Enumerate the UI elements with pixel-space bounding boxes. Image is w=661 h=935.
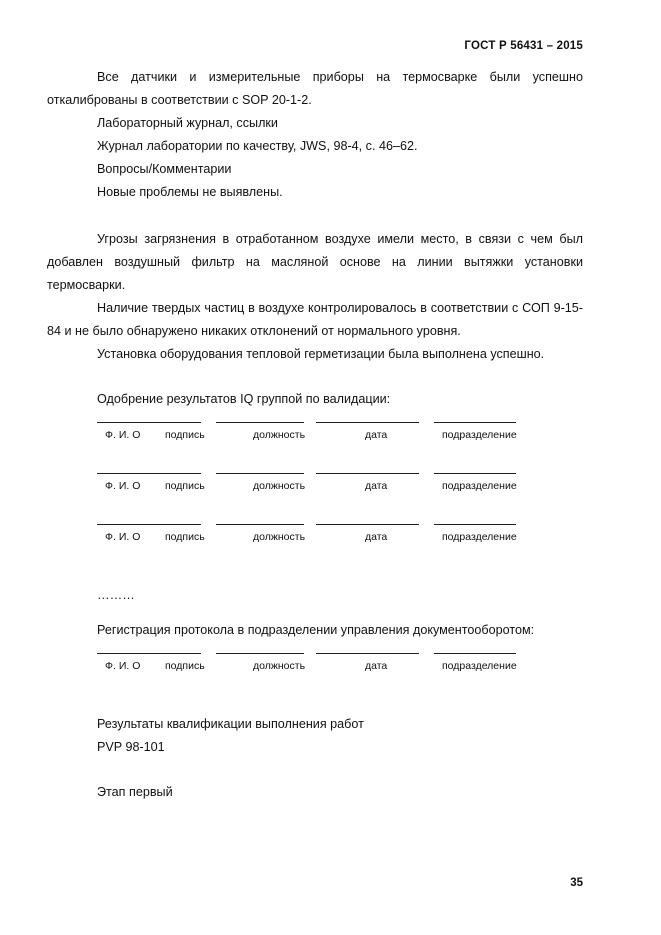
page-number: 35 bbox=[570, 877, 583, 889]
label-date: дата bbox=[365, 429, 388, 441]
document-header: ГОСТ Р 56431 – 2015 bbox=[464, 40, 583, 52]
label-name: Ф. И. О bbox=[105, 429, 141, 441]
ellipsis: ……… bbox=[97, 588, 135, 602]
signature-line-date bbox=[434, 422, 516, 423]
label-date: дата bbox=[365, 531, 388, 543]
label-date: дата bbox=[365, 660, 388, 672]
paragraph-lab-journal-heading: Лабораторный журнал, ссылки bbox=[97, 116, 278, 130]
label-signature: подпись bbox=[165, 480, 205, 492]
signature-row bbox=[97, 411, 583, 462]
signature-line-name bbox=[97, 422, 201, 423]
results-code: PVP 98-101 bbox=[97, 740, 165, 754]
registration-title: Регистрация протокола в подразделении управления документооборотом: bbox=[97, 623, 535, 637]
signature-line-name bbox=[97, 653, 201, 654]
label-department: подразделение bbox=[442, 660, 517, 672]
paragraph-particles: Наличие твердых частиц в воздухе контролировалось в соответствии с СОП 9-15-84 и не было обнаружено никаких отклонений от нормального уровня. bbox=[47, 301, 583, 338]
paragraph-questions-heading: Вопросы/Комментарии bbox=[97, 162, 232, 176]
label-department: подразделение bbox=[442, 480, 517, 492]
signature-line-position bbox=[316, 422, 419, 423]
paragraph-contamination: Угрозы загрязнения в отработанном воздухе имели место, в связи с чем был добавлен воздушный фильтр на масляной основе на линии вытяжки установки термосварки. bbox=[47, 232, 583, 292]
paragraph-installation: Установка оборудования тепловой герметизации была выполнена успешно. bbox=[97, 347, 545, 361]
signature-row bbox=[97, 513, 583, 564]
signature-line-date bbox=[434, 653, 516, 654]
signature-line-signature bbox=[216, 524, 304, 525]
label-department: подразделение bbox=[442, 429, 517, 441]
label-position: должность bbox=[253, 531, 306, 543]
signature-line-position bbox=[316, 524, 419, 525]
paragraph-lab-journal-ref: Журнал лаборатории по качеству, JWS, 98-4, с. 46–62. bbox=[97, 139, 418, 153]
signature-line-date bbox=[434, 524, 516, 525]
signature-row bbox=[97, 642, 583, 693]
signature-row bbox=[97, 462, 583, 513]
stage-title: Этап первый bbox=[97, 785, 173, 799]
label-name: Ф. И. О bbox=[105, 660, 141, 672]
paragraph-calibration: Все датчики и измерительные приборы на термосварке были успешно откалиброваны в соответствии с SOP 20-1-2. bbox=[47, 70, 583, 107]
label-position: должность bbox=[253, 429, 306, 441]
label-date: дата bbox=[365, 480, 388, 492]
label-department: подразделение bbox=[442, 531, 517, 543]
label-position: должность bbox=[253, 480, 306, 492]
signature-line-position bbox=[316, 473, 419, 474]
label-name: Ф. И. О bbox=[105, 480, 141, 492]
label-signature: подпись bbox=[165, 660, 205, 672]
label-signature: подпись bbox=[165, 429, 205, 441]
signature-line-date bbox=[434, 473, 516, 474]
signature-line-signature bbox=[216, 473, 304, 474]
signature-line-signature bbox=[216, 422, 304, 423]
signature-line-name bbox=[97, 473, 201, 474]
label-signature: подпись bbox=[165, 531, 205, 543]
label-name: Ф. И. О bbox=[105, 531, 141, 543]
signature-line-position bbox=[316, 653, 419, 654]
label-position: должность bbox=[253, 660, 306, 672]
paragraph-no-issues: Новые проблемы не выявлены. bbox=[97, 185, 283, 199]
results-title: Результаты квалификации выполнения работ bbox=[97, 717, 364, 731]
approval-title: Одобрение результатов IQ группой по валидации: bbox=[97, 392, 391, 406]
signature-line-name bbox=[97, 524, 201, 525]
signature-line-signature bbox=[216, 653, 304, 654]
document-body bbox=[47, 66, 583, 804]
